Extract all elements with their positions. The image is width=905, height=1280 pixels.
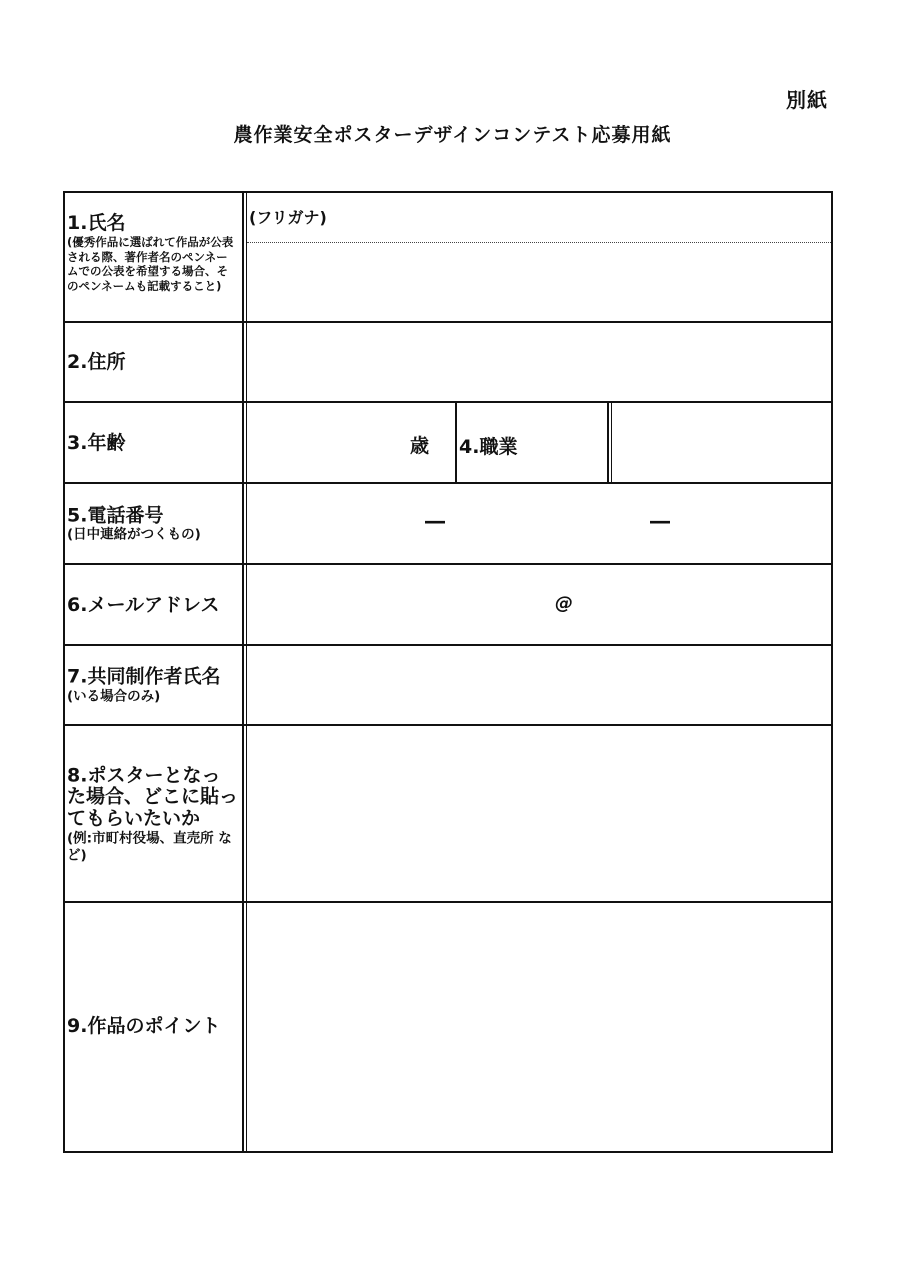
placement-input-area[interactable]: [247, 726, 831, 903]
annex-label: 別紙: [786, 88, 828, 112]
job-label-divider-inner: [611, 403, 612, 484]
placement-label-block: [67, 765, 239, 864]
phone-separator-1: ―: [425, 509, 445, 533]
row-name: [65, 193, 831, 321]
row-phone: [65, 482, 831, 565]
email-at-sign: @: [555, 593, 573, 614]
row-coauthor: [65, 644, 831, 726]
coauthor-label-block: [67, 667, 239, 706]
name-input-area[interactable]: [247, 243, 831, 321]
furigana-label: (フリガナ): [249, 208, 327, 227]
age-label: 3.年齢: [67, 431, 126, 454]
address-label: 2.住所: [67, 351, 126, 374]
application-form: [63, 191, 833, 1153]
furigana-field[interactable]: [247, 193, 831, 243]
name-note: (優秀作品に選ばれて作品が公表される際、著作者名のペンネームでの公表を希望する場合、そのペンネームも記載すること): [67, 234, 234, 293]
phone-input-area[interactable]: [247, 484, 831, 565]
email-input-area[interactable]: [247, 565, 831, 646]
address-input-area[interactable]: [247, 323, 831, 403]
placement-note: (例:市町村役場、直売所 など): [67, 830, 232, 864]
phone-label: 5.電話番号: [67, 504, 164, 527]
points-input-area[interactable]: [247, 903, 831, 1151]
name-label-block: [67, 213, 239, 294]
row-points: [65, 901, 831, 1151]
row-placement: [65, 724, 831, 903]
phone-label-block: [67, 505, 239, 544]
name-label: 1.氏名: [67, 212, 126, 234]
coauthor-label: 7.共同制作者氏名: [67, 665, 221, 688]
email-label: 6.メールアドレス: [67, 593, 220, 616]
coauthor-input-area[interactable]: [247, 646, 831, 726]
job-label: 4.職業: [459, 436, 518, 458]
row-address: [65, 321, 831, 403]
points-label: 9.作品のポイント: [67, 1015, 221, 1038]
row-age-job: [65, 401, 831, 484]
placement-label: 8.ポスターとなった場合、どこに貼ってもらいたいか: [67, 763, 239, 830]
form-title: 農作業安全ポスターデザインコンテスト応募用紙: [233, 124, 672, 146]
phone-note: (日中連絡がつくもの): [67, 526, 201, 543]
job-input-area[interactable]: [613, 403, 831, 484]
job-label-divider: [607, 403, 609, 484]
age-job-divider: [455, 403, 457, 484]
row-email: [65, 563, 831, 646]
phone-separator-2: ―: [650, 509, 670, 533]
age-unit: 歳: [410, 435, 430, 457]
coauthor-note: (いる場合のみ): [67, 688, 161, 705]
